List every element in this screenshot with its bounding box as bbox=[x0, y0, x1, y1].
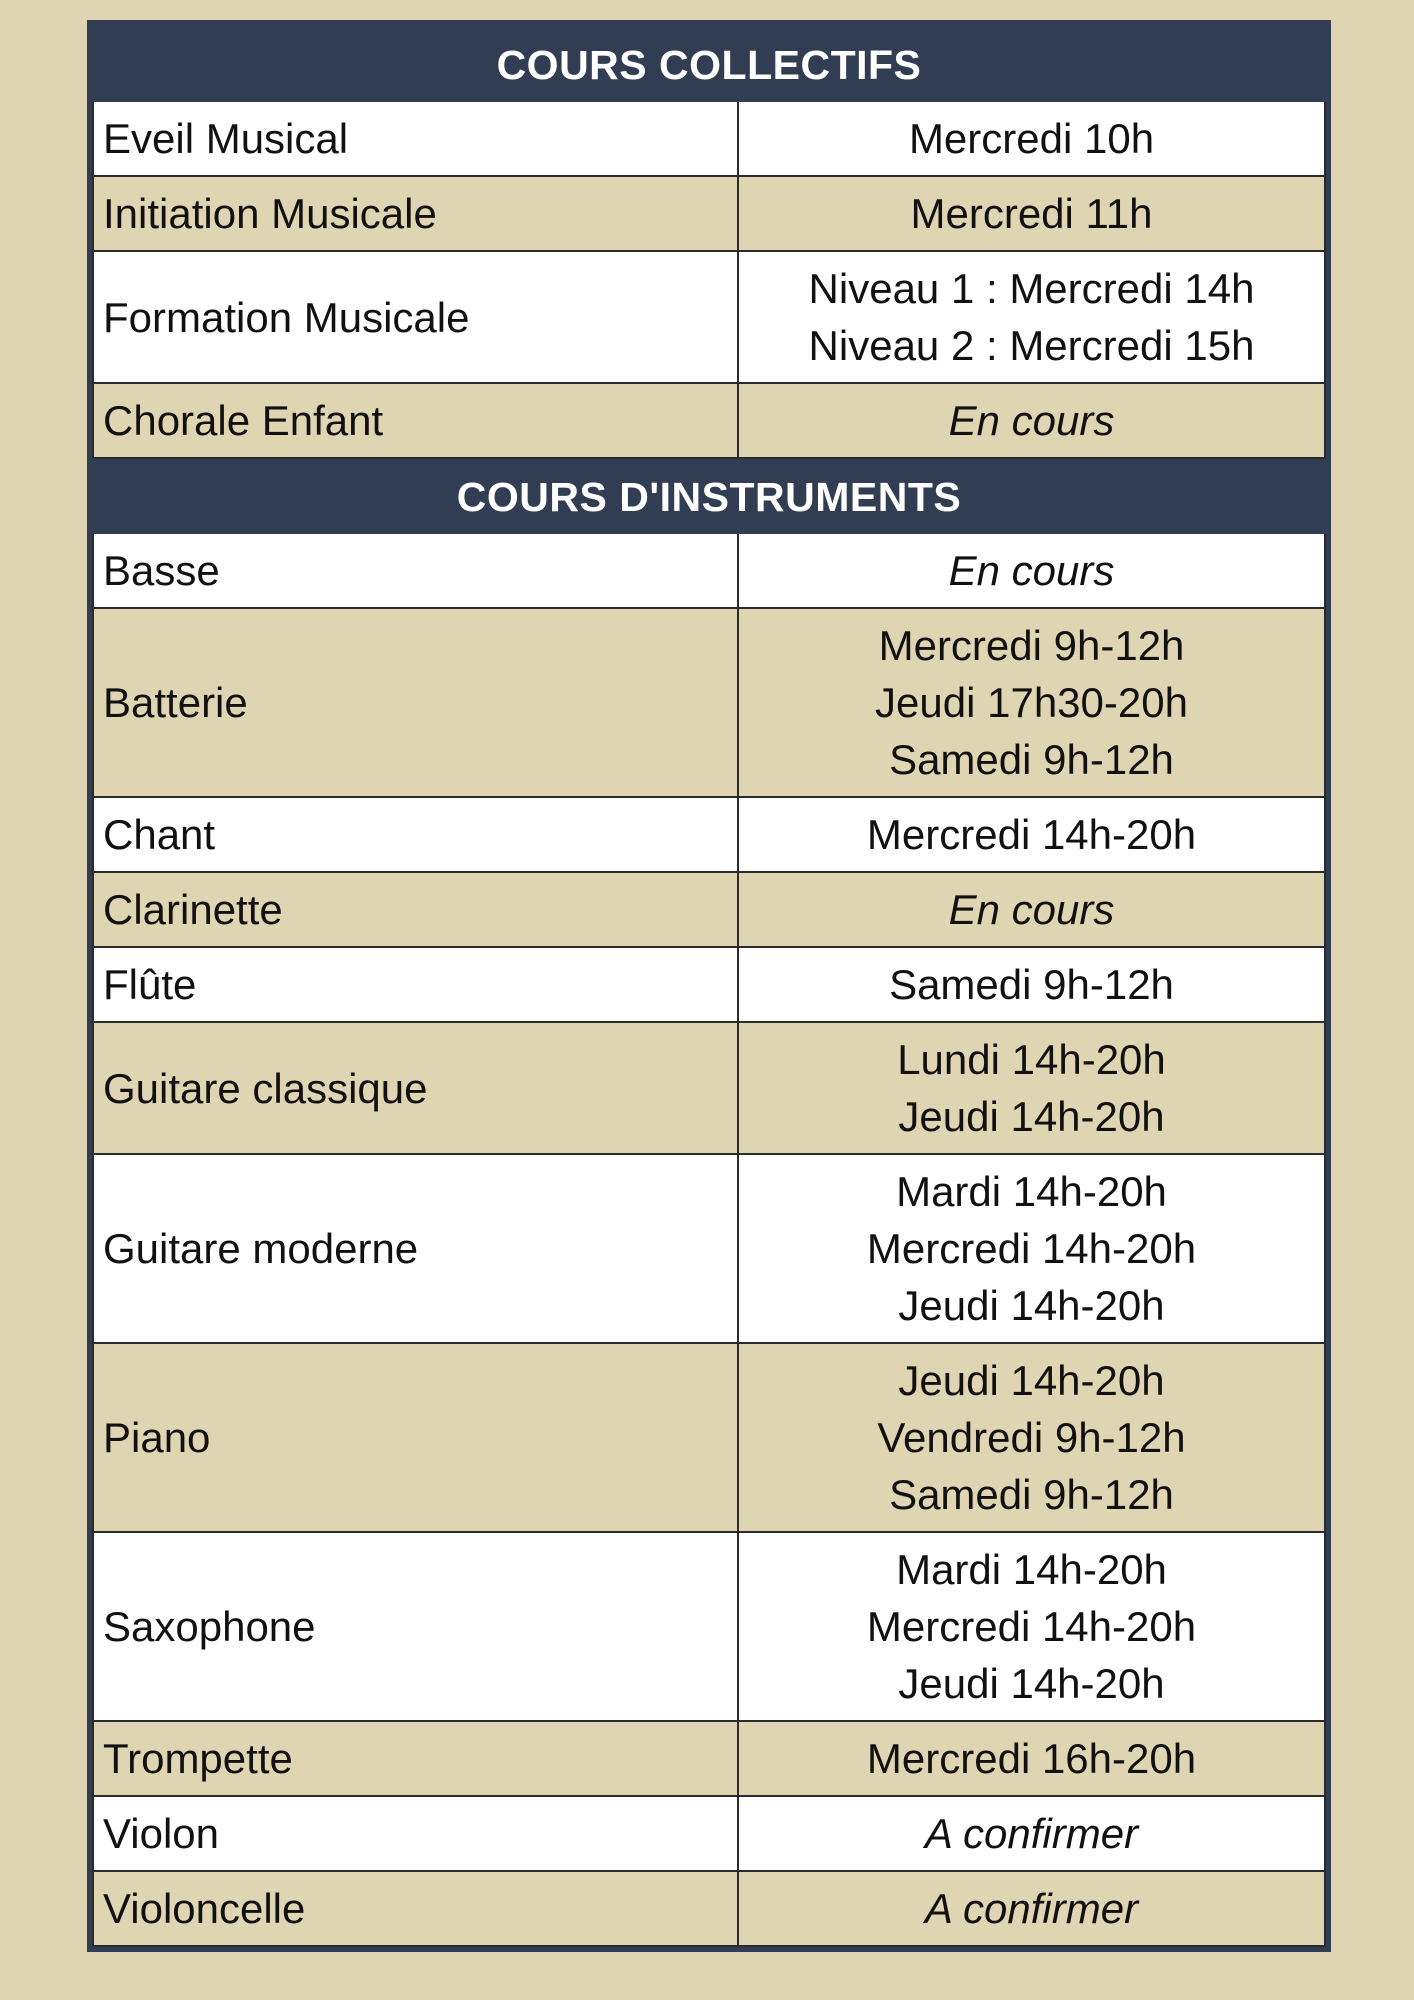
schedule-time: En cours bbox=[948, 547, 1115, 594]
table-row-guitare-moderne bbox=[93, 1154, 1325, 1343]
schedule-time: Vendredi 9h-12h bbox=[877, 1414, 1186, 1461]
course-name: Batterie bbox=[93, 608, 738, 797]
course-name: Violon bbox=[93, 1796, 738, 1871]
course-name: Initiation Musicale bbox=[93, 176, 738, 251]
course-name: Chorale Enfant bbox=[93, 383, 738, 458]
table-row-trompette bbox=[93, 1721, 1325, 1796]
course-schedule-times bbox=[738, 1154, 1325, 1343]
schedule-time: Jeudi 14h-20h bbox=[898, 1093, 1165, 1140]
course-schedule-times bbox=[738, 101, 1325, 176]
section-header-cours-collectifs bbox=[93, 26, 1325, 101]
course-name: Chant bbox=[93, 797, 738, 872]
schedule-time: Mercredi 14h-20h bbox=[866, 811, 1197, 858]
schedule-time: Jeudi 14h-20h bbox=[898, 1660, 1165, 1707]
table-row-chant bbox=[93, 797, 1325, 872]
table-row-formation-musicale bbox=[93, 251, 1325, 383]
course-name: Eveil Musical bbox=[93, 101, 738, 176]
schedule-time: Jeudi 17h30-20h bbox=[875, 679, 1188, 726]
table-row-eveil-musical bbox=[93, 101, 1325, 176]
schedule-time: Lundi 14h-20h bbox=[897, 1036, 1166, 1083]
course-schedule-times bbox=[738, 1022, 1325, 1154]
schedule-time: Jeudi 14h-20h bbox=[898, 1357, 1165, 1404]
schedule-time: Jeudi 14h-20h bbox=[898, 1282, 1165, 1329]
course-schedule-times bbox=[738, 797, 1325, 872]
course-schedule-times bbox=[738, 608, 1325, 797]
schedule-time: A confirmer bbox=[924, 1885, 1139, 1932]
table-row-batterie bbox=[93, 608, 1325, 797]
schedule-time: Mardi 14h-20h bbox=[896, 1546, 1167, 1593]
schedule-time: Samedi 9h-12h bbox=[889, 736, 1174, 783]
course-name: Saxophone bbox=[93, 1532, 738, 1721]
schedule-time: Mercredi 16h-20h bbox=[866, 1735, 1197, 1782]
schedule-time: Mardi 14h-20h bbox=[896, 1168, 1167, 1215]
table-row-flute bbox=[93, 947, 1325, 1022]
table-row-guitare-classique bbox=[93, 1022, 1325, 1154]
table-row-basse bbox=[93, 533, 1325, 608]
course-schedule-times bbox=[738, 1721, 1325, 1796]
section-header-cours-d-instruments bbox=[93, 458, 1325, 533]
course-name: Piano bbox=[93, 1343, 738, 1532]
course-name: Basse bbox=[93, 533, 738, 608]
schedule-table bbox=[92, 25, 1326, 1947]
course-schedule-times bbox=[738, 251, 1325, 383]
schedule-time: Mercredi 14h-20h bbox=[866, 1603, 1197, 1650]
course-name: Trompette bbox=[93, 1721, 738, 1796]
schedule-time: Niveau 2 : Mercredi 15h bbox=[808, 322, 1255, 369]
schedule-time: Mercredi 14h-20h bbox=[866, 1225, 1197, 1272]
course-schedule-times bbox=[738, 1343, 1325, 1532]
course-name: Guitare classique bbox=[93, 1022, 738, 1154]
course-name: Clarinette bbox=[93, 872, 738, 947]
course-schedule-times bbox=[738, 1532, 1325, 1721]
section-title: COURS COLLECTIFS bbox=[93, 26, 1325, 101]
course-schedule-times bbox=[738, 176, 1325, 251]
table-row-piano bbox=[93, 1343, 1325, 1532]
table-row-saxophone bbox=[93, 1532, 1325, 1721]
schedule-time: Mercredi 9h-12h bbox=[878, 622, 1185, 669]
course-schedule-times bbox=[738, 383, 1325, 458]
section-title: COURS D'INSTRUMENTS bbox=[93, 458, 1325, 533]
schedule-time: Samedi 9h-12h bbox=[889, 961, 1174, 1008]
course-schedule-times bbox=[738, 533, 1325, 608]
table-row-violoncelle bbox=[93, 1871, 1325, 1946]
course-schedule-times bbox=[738, 872, 1325, 947]
schedule-time: A confirmer bbox=[924, 1810, 1139, 1857]
schedule-time: Mercredi 11h bbox=[910, 190, 1153, 237]
course-schedule-times bbox=[738, 947, 1325, 1022]
course-name: Violoncelle bbox=[93, 1871, 738, 1946]
table-row-violon bbox=[93, 1796, 1325, 1871]
table-row-chorale-enfant bbox=[93, 383, 1325, 458]
table-row-initiation-musicale bbox=[93, 176, 1325, 251]
course-schedule bbox=[87, 20, 1331, 1952]
schedule-time: En cours bbox=[948, 886, 1115, 933]
course-schedule-times bbox=[738, 1796, 1325, 1871]
schedule-time: Samedi 9h-12h bbox=[889, 1471, 1174, 1518]
course-name: Guitare moderne bbox=[93, 1154, 738, 1343]
table-row-clarinette bbox=[93, 872, 1325, 947]
course-schedule-times bbox=[738, 1871, 1325, 1946]
course-name: Formation Musicale bbox=[93, 251, 738, 383]
course-name: Flûte bbox=[93, 947, 738, 1022]
schedule-time: En cours bbox=[948, 397, 1115, 444]
schedule-time: Niveau 1 : Mercredi 14h bbox=[808, 265, 1255, 312]
schedule-time: Mercredi 10h bbox=[908, 115, 1155, 162]
